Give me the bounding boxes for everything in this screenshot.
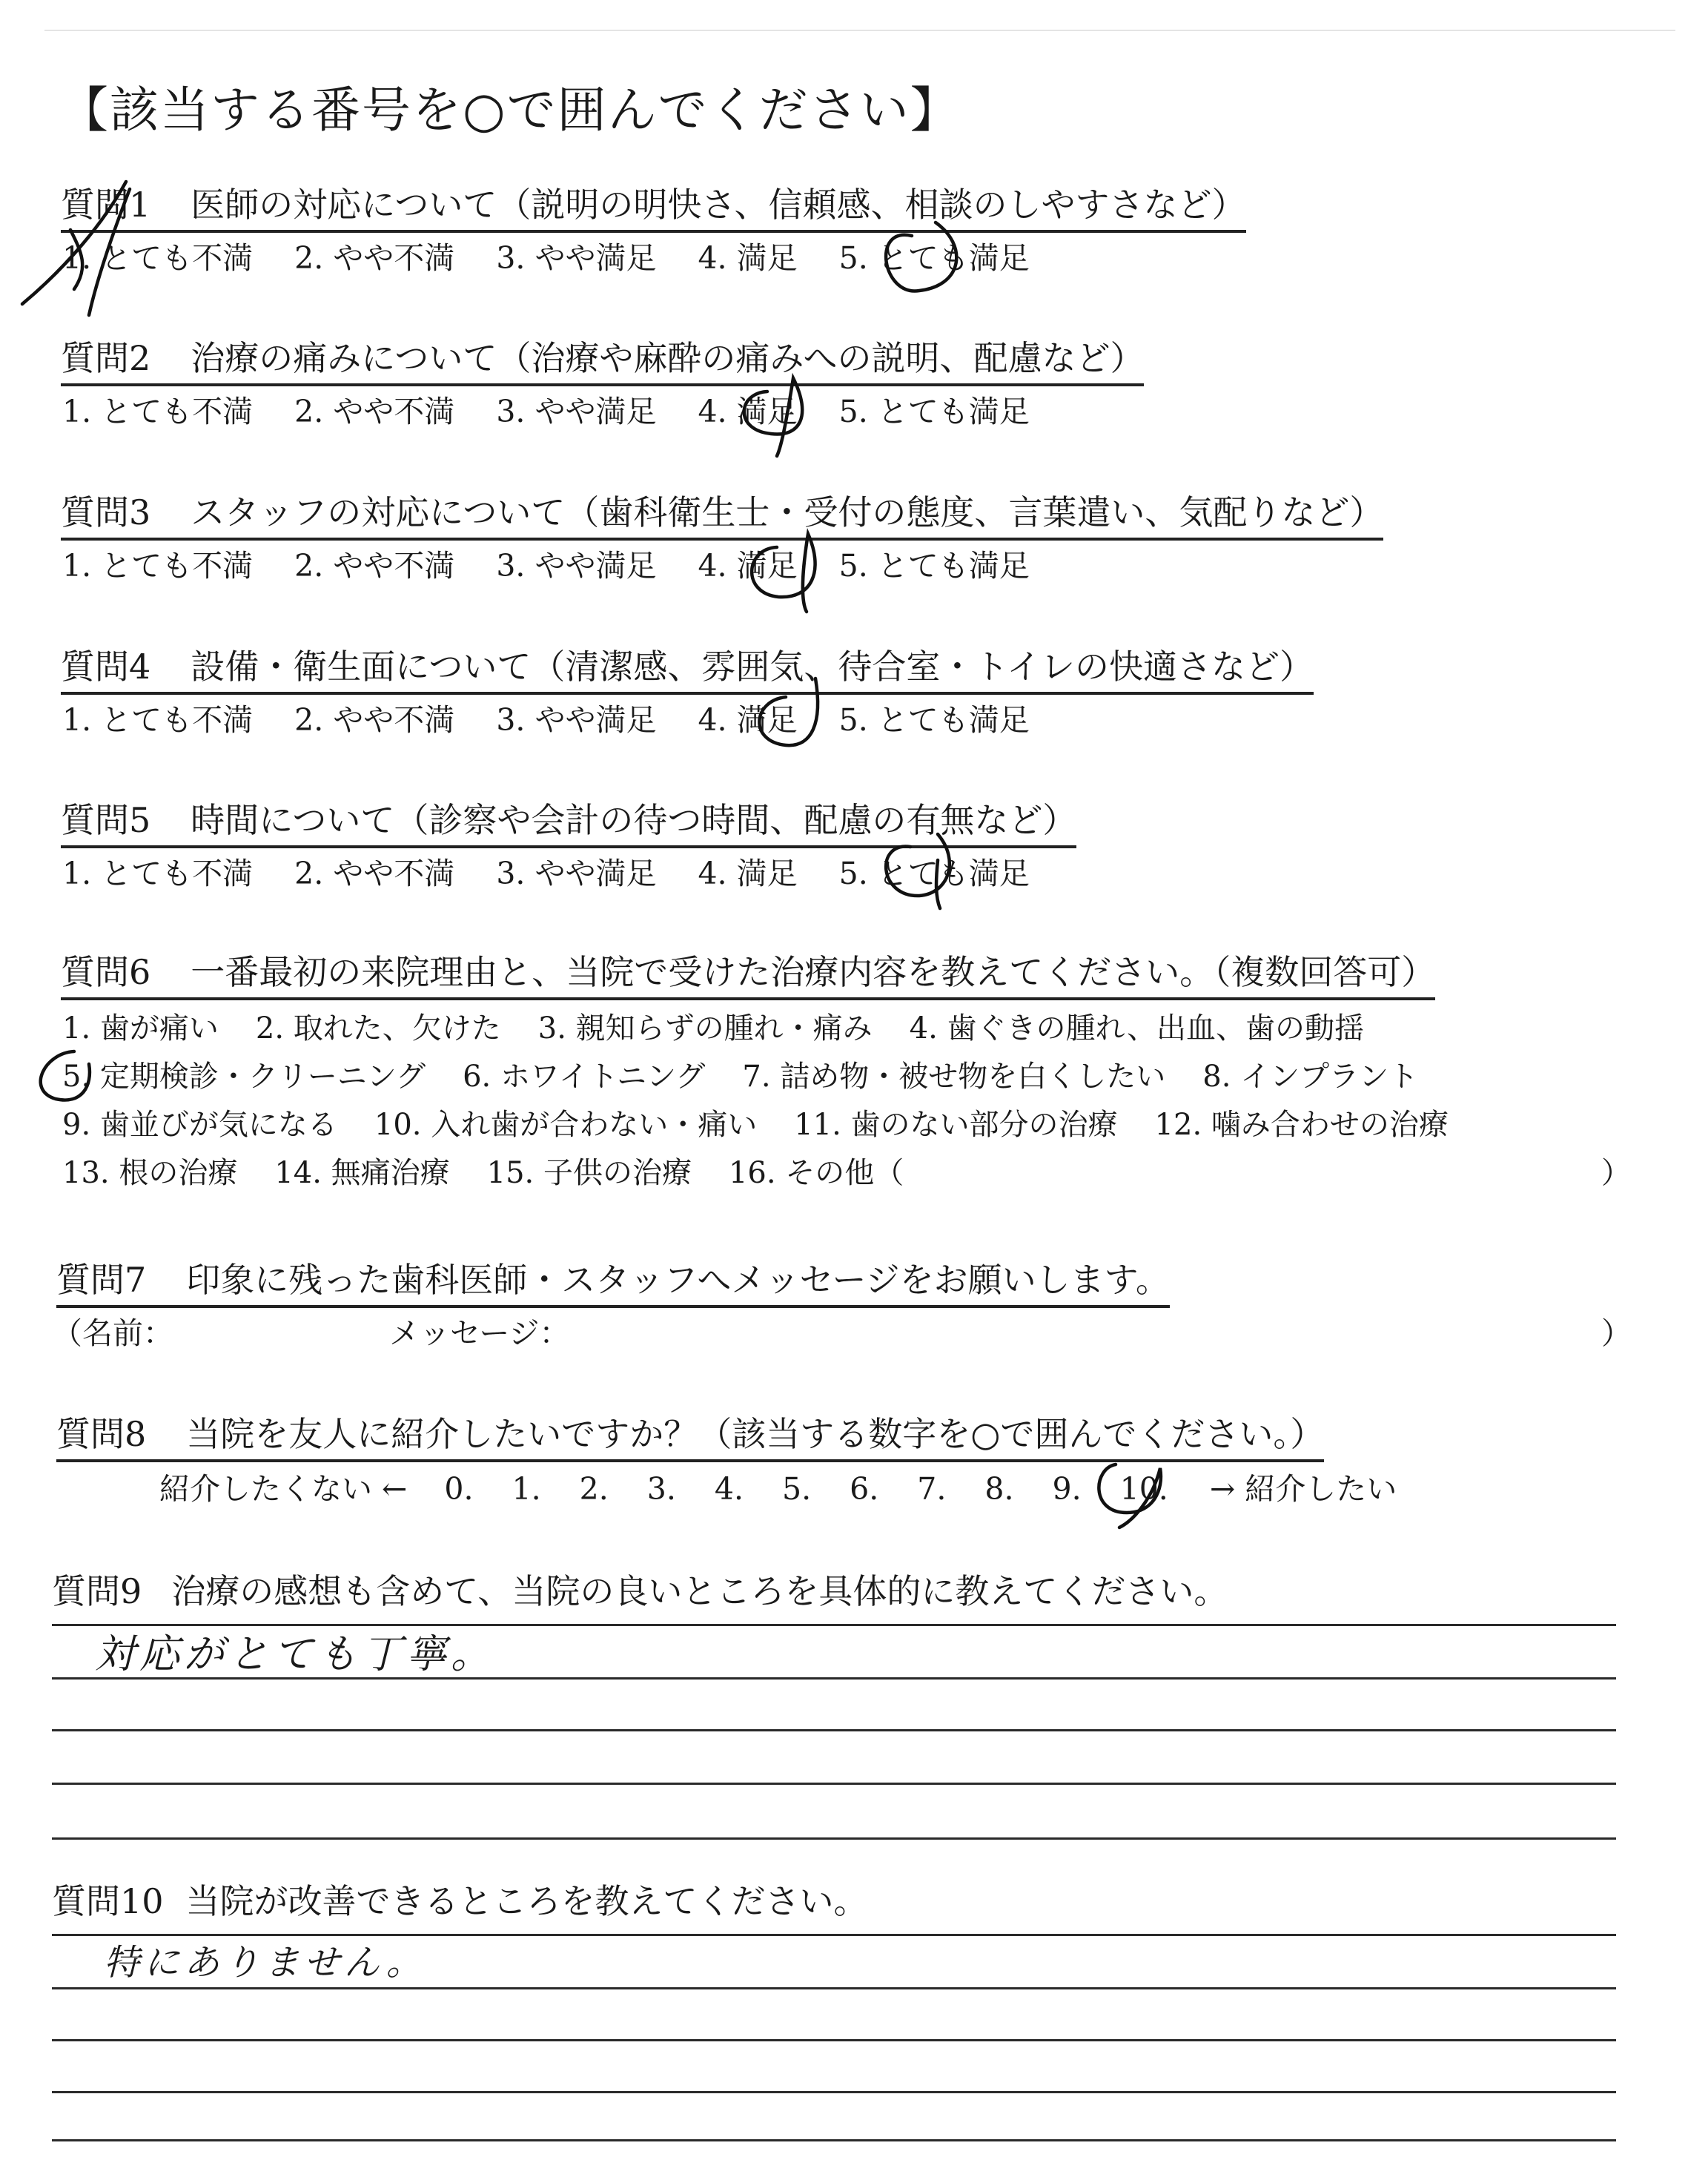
q2-options [62, 387, 1030, 431]
q5-text: 時間について（診察や会計の待つ時間、配慮の有無など） [191, 800, 1077, 840]
q8-number: 質問8 [56, 1414, 147, 1454]
q8-scale-7[interactable]: 7. [917, 1471, 947, 1507]
q9-line-4 [52, 1783, 1616, 1785]
q9-line-3 [52, 1729, 1616, 1731]
q4-header [61, 640, 1314, 695]
q1-option-2[interactable]: 2. やや不満 [294, 240, 455, 276]
q2-number: 質問2 [61, 338, 151, 378]
q8-header [56, 1407, 1324, 1462]
q7-message-label: メッセージ： [389, 1315, 570, 1351]
q5-option-1[interactable]: 1. とても不満 [62, 856, 254, 891]
q9-line-5 [52, 1837, 1616, 1840]
q6-other-close: ） [1601, 1156, 1631, 1190]
q8-text: 当院を友人に紹介したいですか？（該当する数字を○で囲んでください。） [186, 1414, 1325, 1454]
q2-option-5[interactable]: 5. とても満足 [838, 394, 1030, 429]
q2-option-2[interactable]: 2. やや不満 [294, 394, 455, 429]
q3-option-5[interactable]: 5. とても満足 [838, 548, 1030, 584]
q8-scale-1[interactable]: 1. [512, 1471, 541, 1507]
q6-number: 質問6 [61, 952, 151, 992]
q6-option-8[interactable]: 8. インプラント [1202, 1060, 1419, 1094]
q2-option-3[interactable]: 3. やや満足 [496, 394, 657, 429]
q7-number: 質問7 [56, 1260, 147, 1300]
q6-option-10[interactable]: 10. 入れ歯が合わない・痛い [374, 1108, 758, 1142]
q1-number: 質問1 [61, 185, 151, 225]
q2-text: 治療の痛みについて（治療や麻酔の痛みへの説明、配慮など） [191, 338, 1145, 378]
q5-option-5[interactable]: 5. とても満足 [838, 856, 1030, 891]
q4-text: 設備・衛生面について（清潔感、雰囲気、待合室・トイレの快適さなど） [191, 647, 1314, 687]
q10-line-3 [52, 2039, 1616, 2041]
q1-options [62, 234, 1030, 277]
q8-scale-0[interactable]: 0. [444, 1471, 474, 1507]
q7-name-label: （名前： [52, 1315, 173, 1351]
q6-option-15[interactable]: 15. 子供の治療 [486, 1156, 692, 1190]
q6-option-7[interactable]: 7. 詰め物・被せ物を白くしたい [742, 1060, 1166, 1094]
q6-text: 一番最初の来院理由と、当院で受けた治療内容を教えてください。（複数回答可） [191, 952, 1436, 992]
q3-option-4[interactable]: 4. 満足 [698, 548, 798, 584]
q6-option-12[interactable]: 12. 噛み合わせの治療 [1154, 1108, 1449, 1142]
q10-number: 質問10 [52, 1881, 164, 1921]
q10-line-4 [52, 2091, 1616, 2093]
q6-options-row1 [62, 1005, 1364, 1047]
q5-options [62, 849, 1030, 893]
q8-scale-9[interactable]: 9. [1052, 1471, 1082, 1507]
q8-scale-5[interactable]: 5. [782, 1471, 812, 1507]
q2-option-4[interactable]: 4. 満足 [698, 394, 798, 429]
q3-number: 質問3 [61, 492, 151, 532]
q10-answer[interactable]: 特にありません。 [104, 1942, 426, 1984]
q7-close: ） [1601, 1315, 1632, 1351]
q6-option-14[interactable]: 14. 無痛治療 [274, 1156, 450, 1190]
q1-header [61, 178, 1246, 233]
q7-text: 印象に残った歯科医師・スタッフへメッセージをお願いします。 [186, 1260, 1170, 1300]
q6-header [61, 945, 1435, 1000]
q6-option-4[interactable]: 4. 歯ぐきの腫れ、出血、歯の動揺 [909, 1011, 1364, 1046]
q6-option-2[interactable]: 2. 取れた、欠けた [255, 1011, 501, 1046]
q9-header [52, 1565, 1228, 1614]
q1-option-5[interactable]: 5. とても満足 [838, 240, 1030, 276]
q3-option-2[interactable]: 2. やや不満 [294, 548, 455, 584]
q9-text: 治療の感想も含めて、当院の良いところを具体的に教えてください。 [171, 1571, 1228, 1611]
q8-scale-2[interactable]: 2. [579, 1471, 609, 1507]
q6-options-row3 [62, 1101, 1449, 1143]
page-title: 【該当する番号を○で囲んでください】 [59, 82, 961, 139]
q4-option-1[interactable]: 1. とても不満 [62, 702, 254, 738]
q10-text: 当院が改善できるところを教えてください。 [185, 1881, 868, 1921]
q5-number: 質問5 [61, 800, 151, 840]
q8-scale-6[interactable]: 6. [850, 1471, 879, 1507]
top-rule [44, 30, 1675, 31]
q3-header [61, 486, 1383, 541]
q1-option-4[interactable]: 4. 満足 [698, 240, 798, 276]
q4-option-3[interactable]: 3. やや満足 [496, 702, 657, 738]
q10-line-2 [52, 1987, 1616, 1989]
q3-text: スタッフの対応について（歯科衛生士・受付の態度、言葉遣い、気配りなど） [191, 492, 1384, 532]
q6-options-row2 [62, 1053, 1418, 1095]
q10-header [52, 1875, 868, 1923]
q3-option-1[interactable]: 1. とても不満 [62, 548, 254, 584]
q9-answer[interactable]: 対応がとても丁寧。 [95, 1631, 495, 1677]
q5-option-2[interactable]: 2. やや不満 [294, 856, 455, 891]
q3-option-3[interactable]: 3. やや満足 [496, 548, 657, 584]
q6-option-11[interactable]: 11. 歯のない部分の治療 [794, 1108, 1118, 1142]
q8-left-label: 紹介したくない ← [159, 1471, 408, 1507]
q8-scale-3[interactable]: 3. [646, 1471, 676, 1507]
q1-option-1[interactable]: 1. とても不満 [62, 240, 254, 276]
q8-scale [159, 1464, 1397, 1508]
q8-scale-8[interactable]: 8. [984, 1471, 1014, 1507]
q3-options [62, 541, 1030, 585]
q4-option-4[interactable]: 4. 満足 [698, 702, 798, 738]
q9-line-2 [52, 1677, 1616, 1680]
q10-line-5 [52, 2139, 1616, 2141]
q6-option-3[interactable]: 3. 親知らずの腫れ・痛み [537, 1011, 873, 1046]
q8-right-label: → 紹介したい [1209, 1471, 1397, 1507]
q6-option-16[interactable]: 16. その他（ [728, 1156, 904, 1190]
q4-option-2[interactable]: 2. やや不満 [294, 702, 455, 738]
q9-number: 質問9 [52, 1571, 142, 1611]
q2-header [61, 331, 1144, 386]
q6-option-9[interactable]: 9. 歯並びが気になる [62, 1108, 337, 1142]
q1-text: 医師の対応について（説明の明快さ、信頼感、相談のしやすさなど） [191, 185, 1246, 225]
q6-option-6[interactable]: 6. ホワイトニング [463, 1060, 706, 1094]
q4-option-5[interactable]: 5. とても満足 [838, 702, 1030, 738]
q5-header [61, 793, 1076, 848]
q8-scale-10[interactable]: 10. [1119, 1471, 1168, 1507]
q7-header [56, 1253, 1170, 1308]
q2-option-1[interactable]: 1. とても不満 [62, 394, 254, 429]
q4-options [62, 696, 1030, 739]
q6-option-5[interactable]: 5. 定期検診・クリーニング [62, 1060, 426, 1094]
q8-scale-4[interactable]: 4. [714, 1471, 744, 1507]
q5-option-3[interactable]: 3. やや満足 [496, 856, 657, 891]
q6-option-1[interactable]: 1. 歯が痛い [62, 1011, 219, 1046]
q1-option-3[interactable]: 3. やや満足 [496, 240, 657, 276]
q6-option-13[interactable]: 13. 根の治療 [62, 1156, 238, 1190]
q4-number: 質問4 [61, 647, 151, 687]
q5-option-4[interactable]: 4. 満足 [698, 856, 798, 891]
q6-options-row4 [62, 1149, 904, 1192]
